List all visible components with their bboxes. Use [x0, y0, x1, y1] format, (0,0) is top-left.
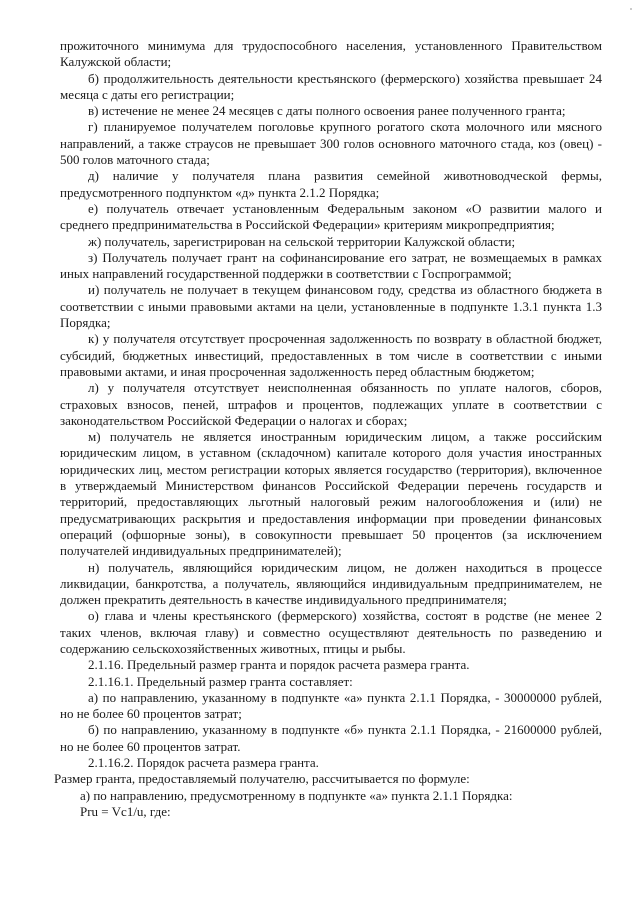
paragraph-limit-a: а) по направлению, указанному в подпункте «а» пункта 2.1.1 Порядка, - 30000000 рублей, но не более 60 процентов затрат;	[60, 689, 602, 722]
formula-line: Pru = Vc1/u, где:	[80, 803, 171, 819]
paragraph-item-m: м) получатель не является иностранным юридическим лицом, а также российским юридическим лицом, в уставном (складочном) капитале которого доля участия иностранных юридических лиц, местом регистрации которых является государство (территория), включенное в утверждаемый Министерством финансов Российской Федерации перечень государств и территорий, предоставляющих льготный налоговый режим налогообложения и (или) не предусматривающих раскрытия и предоставления информации при проведении финансовых операций (офшорные зоны), в совокупности превышает 50 процентов (за исключением получателей индивидуальных предпринимателей);	[60, 429, 602, 559]
section-heading-2-1-16: 2.1.16. Предельный размер гранта и порядок расчета размера гранта.	[88, 657, 470, 673]
paragraph-limit-b: б) по направлению, указанному в подпункте «б» пункта 2.1.1 Порядка, - 21600000 рублей, но не более 60 процентов затрат.	[60, 722, 602, 754]
paragraph-item-i: и) получатель не получает в текущем финансовом году, средства из областного бюджета в соответствии с иными правовыми актами на цели, установленные в подпункте 1.3.1 пункта 1.3 Порядка;	[60, 282, 602, 331]
paragraph-item-b: б) продолжительность деятельности крестьянского (фермерского) хозяйства превышает 24 месяца с даты его регистрации;	[60, 70, 602, 102]
paragraph-item-z: з) Получатель получает грант на софинансирование его затрат, не возмещаемых в рамках иных направлений государственной поддержки в соответствии с Госпрограммой;	[60, 249, 602, 282]
paragraph-item-o: о) глава и члены крестьянского (фермерского) хозяйства, состоят в родстве (не менее 2 таких членов, включая главу) и совместно осуществляют деятельность по разведению и содержанию сельскохозяйственных животных, птицы и рыбы.	[60, 608, 602, 656]
scan-speck	[630, 8, 632, 10]
paragraph-direction-a: а) по направлению, предусмотренному в подпункте «а» пункта 2.1.1 Порядка:	[80, 787, 513, 803]
paragraph-item-zh: ж) получатель, зарегистрирован на сельской территории Калужской области;	[88, 233, 516, 249]
paragraph-item-l: л) у получателя отсутствует неисполненная обязанность по уплате налогов, сборов, страховых взносов, пеней, штрафов и процентов, подлежащих уплате в соответствии с законодательством Российской Федерации о налогах и сборах;	[60, 380, 602, 428]
subsection-heading-2-1-16-2: 2.1.16.2. Порядок расчета размера гранта.	[88, 755, 319, 771]
paragraph-item-e: е) получатель отвечает установленным Федеральным законом «О развитии малого и среднего предпринимательства в Российской Федерации» критериям микропредприятия;	[60, 200, 602, 233]
paragraph-item-d: д) наличие у получателя плана развития семейной животноводческой фермы, предусмотренного подпунктом «д» пункта 2.1.2 Порядка;	[60, 168, 602, 200]
paragraph-item-g: г) планируемое получателем поголовье крупного рогатого скота молочного или мясного направлений, а также страусов не превышает 300 голов основного маточного стада, коз (овец) - 500 голов маточного стада;	[60, 119, 602, 168]
paragraph-continuation: прожиточного минимума для трудоспособного населения, установленного Правительством Калужской области;	[60, 38, 602, 70]
paragraph-formula-intro: Размер гранта, предоставляемый получателю, рассчитывается по формуле:	[54, 771, 470, 787]
paragraph-item-n: н) получатель, являющийся юридическим лицом, не должен находиться в процессе ликвидации, банкротства, а получатель, являющийся индивидуальным предпринимателем, не должен прекратить деятельность в качестве индивидуального предпринимателя;	[60, 559, 602, 608]
paragraph-item-v: в) истечение не менее 24 месяцев с даты полного освоения ранее полученного гранта;	[88, 103, 566, 119]
paragraph-item-k: к) у получателя отсутствует просроченная задолженность по возврату в областной бюджет, субсидий, бюджетных инвестиций, предоставленных в том числе в соответствии с иными правовыми актами, и иная просроченная задолженность перед областным бюджетом;	[60, 331, 602, 379]
subsection-heading-2-1-16-1: 2.1.16.1. Предельный размер гранта составляет:	[88, 673, 353, 689]
